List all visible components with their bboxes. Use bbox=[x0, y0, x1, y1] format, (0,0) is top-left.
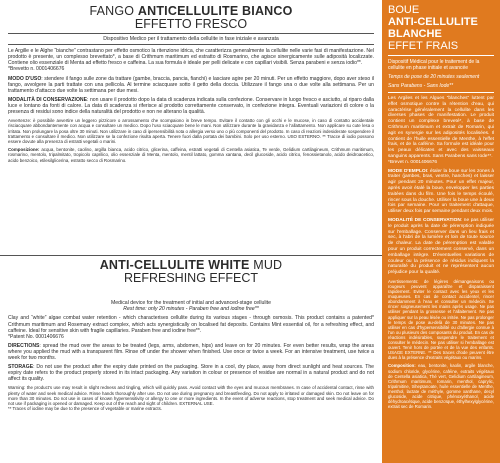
italian-avvertenze-note: ** Tracce di iodio possono essere dovute alla presenza di estratti vegetali o marini. bbox=[8, 133, 374, 144]
french-description-text: Les Argiles et les Algues “blanches” luttent par effet osmotique contre la rétention d'eau, qui caractérise généralement la cellulite dans les diverses phases de manifestation. Le produit contient un complexe breveté*, à base de Crithmum maritimum et extrait de Romarin, qui agit en synergie sur les adiposités localisées. Il contient de l'huile essentielle de Menthe, à l'effet frais, et de la caféine. Sa formule est idéale pour les peaux délicates et avec des vaisseaux sanguins apparents. Sans Parabens sans Iode**. bbox=[388, 96, 494, 159]
italian-comp-label: Composizione: bbox=[8, 147, 40, 153]
french-panel bbox=[382, 0, 500, 463]
english-warning-text: Warning: the product's use may result in slight redness and tingling, which will quickly pass. Avoid contact with the eyes and mucous membranes. In case of accidental contact, rinse with plenty of water and seek medical advice. Rinse hands thoroughly after use. Do not use during pregnancy and breastfeeding. Do not apply to irritated or damaged skin. Do not leave on for more than 30 minutes. Do not use in cases of known hypersensitivity or allergy to one or more ingredients. In the event of adverse reactions, stop treatment and seek medical advice. Do not use if packaging is opened or damaged. Keep out of the reach and sight of children. EXTERNAL USE. bbox=[8, 385, 374, 406]
english-directions bbox=[0, 343, 382, 361]
english-header bbox=[0, 258, 382, 285]
french-sans: Sans Parabens - Sans Iode** bbox=[388, 83, 454, 89]
divider bbox=[8, 33, 374, 34]
italian-avvertenze-text: Avvertenze: è possibile avvertire un leggero pizzicore o arrossamento che scompaiono in breve tempo. Evitare il contatto con gli occhi e le mucose, in caso di contatto accidentale risciacquare abbondantemente con acqua e consultare un medico. Dopo l'uso sciacquare bene le mani. Non utilizzare durante la gravidanza e l'allattamento. Non applicare su cute lesa o irritata. Non prolungare la posa oltre 30 minuti. Non utilizzare in caso di ipersensibilità nota o allergia verso uno o più componenti del prodotto. In caso di reazioni indesiderate sospendere il trattamento e consultare il medico. Non utilizzare se la confezione risulta aperta. Tenere fuori dalla portata dei bambini. Solo per uso esterno. USO ESTERNO. bbox=[8, 118, 374, 139]
english-sub: Medical device for the treatment of initial and advanced-stage cellulite bbox=[110, 300, 272, 306]
italian-brevetto: *Brevetto n. 0001406676 bbox=[8, 66, 65, 73]
italian-uso-label: MODO D'USO bbox=[8, 75, 42, 82]
italian-subtitle: EFFETTO FRESCO bbox=[134, 17, 248, 31]
french-avertissements bbox=[388, 279, 494, 361]
italian-conservazione bbox=[0, 97, 382, 115]
english-warning-note: ** Traces of iodine may be due to the presence of vegetable or marine extracts. bbox=[8, 406, 163, 412]
italian-title bbox=[0, 4, 382, 18]
divider bbox=[388, 55, 494, 56]
french-title-2: ANTI-CELLULITE bbox=[388, 16, 478, 28]
english-rest: Rest time: only 20 minutes - Paraben free and iodine free** bbox=[123, 306, 259, 313]
english-patent: *Patent No. 0001406676 bbox=[8, 333, 64, 340]
english-storage-text: : Do not use the product after the expiry date printed on the packaging. Store in a cool, dry place, away from direct sunlight and heat sources. The expiry date refers to the product properly stored in its intact packaging. Any variation in colour or presence of residue are normal in a natural product and do not affect its quality. bbox=[8, 364, 374, 383]
english-subtitle: REFRESHING EFFECT bbox=[123, 271, 259, 285]
french-description bbox=[388, 96, 494, 166]
divider bbox=[8, 44, 374, 45]
italian-description bbox=[0, 48, 382, 72]
french-title-1: BOUE bbox=[388, 4, 420, 16]
french-sub: Dispositif Médical pour le traitement de la cellulite en phase initiale et avancée bbox=[388, 59, 480, 71]
french-mode-label: MODE D'EMPLOI bbox=[388, 168, 427, 174]
french-conservation bbox=[388, 218, 494, 276]
italian-uso-text: : stendere il fango sulle zone da trattare (gambe, braccia, pancia, fianchi) e lasciare agire per 20 minuti. Per un effetto maggiore, dopo aver steso il fango, avvolgere la parti trattate con una pellicola. Al termine sciacquare sotto il getto della doccia. Utilizzare il fango una o due volte alla settimana. Per un trattamento d'attacco due volte la settimana per due mesi. bbox=[8, 75, 374, 94]
english-description bbox=[0, 315, 382, 339]
french-composition bbox=[388, 363, 494, 409]
italian-comp-text: acqua, bentonite, caolino, argilla bianca, acido citrico, glicerina, caffeina, estratti vegetali di Centella asiatica, Te verde, Gelidium cartilagineum, Crithmum maritimum, rosmarino, mentolo, tripalmitato, tropicolo caprilico, olio essenziale di Menta, mentolo, mentil lattato, gomma xantana, decil glucoside, acido citrico, fenossietanolo, acido deidroacetico, acido benzoico, etilesilglicerina, estratto secco di Rosmarino. bbox=[8, 147, 374, 163]
english-body bbox=[0, 300, 382, 411]
english-directions-label: DIRECTIONS bbox=[8, 342, 40, 349]
italian-cons-text: : non usare il prodotto dopo la data di scadenza indicata sulla confezione. Conservare in luogo fresco e asciutto, al riparo dalla luce e lontano da fonti di calore. La data di scadenza si riferisce al prodotto correttamente conservato, in confezione integra. Eventuali variazioni di colore o la presenza di residui sono indice della naturalità del prodotto e non ne alterano la qualità. bbox=[8, 96, 374, 116]
french-title-4: EFFET FRAIS bbox=[388, 40, 459, 52]
italian-sub: Dispositivo Medico per il trattamento della cellulite in fase iniziale e avanzata bbox=[103, 36, 279, 42]
french-avert-text: Avertissements: de légères démangeaisons ou rougeurs peuvent apparaître et disparaissent rapidement. Eviter le contact avec les yeux et les muqueuses. En cas de contact accidentel, rincer abondamment à l'eau et consulter un médecin. Se rincer soigneusement les mains après usage. Ne pas utiliser pendant la grossesse et l'allaitement. Ne pas appliquer sur la peau lésée ou irritée. Ne pas prolonger le temps de pose au-delà de 30 minutes. Ne pas utiliser en cas d'hypersensibilité ou d'allergie connue à l'un ou plusieurs des composants du produit. En cas de réactions indésirables, suspendre le traitement et consulter le médecin. Ne pas utiliser si l'emballage est ouvert. Tenir hors de portée et de la vue des enfants. USAGE EXTERNE. bbox=[388, 278, 494, 356]
italian-uso bbox=[0, 76, 382, 94]
english-warning bbox=[0, 385, 382, 411]
italian-header bbox=[0, 0, 382, 31]
french-brevet: *Brevet n. 0001406676 bbox=[388, 159, 438, 165]
french-cons-label: MODALITÉ DE CONSERVATION bbox=[388, 217, 461, 223]
italian-cons-label: MODALITÀ DI CONSERVAZIONE bbox=[8, 96, 87, 103]
english-storage-label: STORAGE bbox=[8, 364, 34, 371]
french-avert-note: ** Des traces d'iode peuvent être dues à la présence d'extraits végétaux ou marins. bbox=[388, 350, 494, 361]
french-cons-text: : ne pas utiliser le produit après la date de péremption indiquée sur l'emballage. Conserver dans un lieu frais et sec, à l'abri de la lumière et loin de toute source de chaleur. La date de péremption est valable pour un produit correctement conservé, dans un emballage intègre. D'éventuelles variations de couleur ou la présence de résidus indiquent la naturalité du produit et ne représentent aucun préjudice pour la qualité. bbox=[388, 217, 494, 276]
french-mode-text: : étaler la boue sur les zones à traiter (jambes, bras, ventre, hanches) et laisser agir pendant 20 minutes. Pour un effet majeur, après avoir étalé la boue, envelopper les parties traitées dans du film. Une fois le temps écoulé, rincer sous la douche. Utiliser la boue une à deux fois par semaine. Pour un traitement d'attaque, utiliser deux fois par semaine pendant deux mois. bbox=[388, 168, 494, 215]
english-storage bbox=[0, 364, 382, 382]
english-description-text: Clay and “white” algae combat water retention - which characterises cellulite during its various stages - through osmosis. This product contains a patented* Crithmum maritimum and Rosemary extract complex, which acts synergistically on localised fat deposits. Contains Mint essential oil, for a refreshing effect, and caffeine. Ideal for sensitive skin with fragile capillaries. Paraben free and iodine free**. bbox=[8, 315, 374, 334]
italian-composizione bbox=[0, 147, 382, 163]
italian-avvertenze bbox=[0, 118, 382, 144]
italian-title-bold: ANTICELLULITE BIANCO bbox=[137, 4, 293, 18]
english-title-plain: MUD bbox=[249, 258, 283, 272]
divider bbox=[0, 255, 382, 257]
italian-title-plain: FANGO bbox=[89, 4, 138, 18]
divider bbox=[388, 92, 494, 93]
french-comp-text: eau, bentonite, kaolin, argile blanche, sodium chloride, glycérine, caféine, extraits végétaux de Centella asiatica, Thé vert, Gelidium cartilagineum, Crithmum maritimum, romarin, menthol, caprylic, tripalmitine, triheptanoate, huile essentielle de Menthe, menthol, lactate de méthyle, gomme xanthane, decyl glucoside, acide citrique, phénoxyéthanol, acide déhydroacétique, acide benzoïque, éthylhexylglycérine, extrait sec de Romarin. bbox=[388, 363, 494, 410]
french-content bbox=[382, 0, 500, 413]
english-title-bold: ANTI-CELLULITE WHITE bbox=[99, 258, 250, 272]
french-title-3: BLANCHE bbox=[388, 28, 442, 40]
english-directions-text: : spread the mud over the areas to be treated (legs, arms, abdomen, hips) and leave on for 20 minutes. For even better results, wrap the areas where you applied the mud with a transparent film. Rinse off under the shower when finished. Use once or twice a week. For an intensive treatment, use twice a week for two months. bbox=[8, 342, 374, 361]
french-temps: Temps de pose de 20 minutes seulement bbox=[388, 74, 480, 80]
english-title bbox=[0, 258, 382, 272]
french-comp-label: Composition: bbox=[388, 363, 416, 369]
italian-description-text: Le Argille e le Alghe “bianche” contrastano per effetto osmotico la ritenzione idrica, che caratterizza generalmente la cellulite nelle varie fasi di manifestazione. Nel prodotto è presente, un complesso brevettato*, a base di Crithmum maritimum ed estratto di Rosmarino, che agisce sinergicamente sulle adiposità localizzate. Contiene olio essenziale di Menta ad effetto fresco e caffeina. La sua formula è ideale per pelli delicate e con capillari visibili. Senza parabeni e senza iodio**. bbox=[8, 48, 374, 67]
french-mode bbox=[388, 169, 494, 215]
